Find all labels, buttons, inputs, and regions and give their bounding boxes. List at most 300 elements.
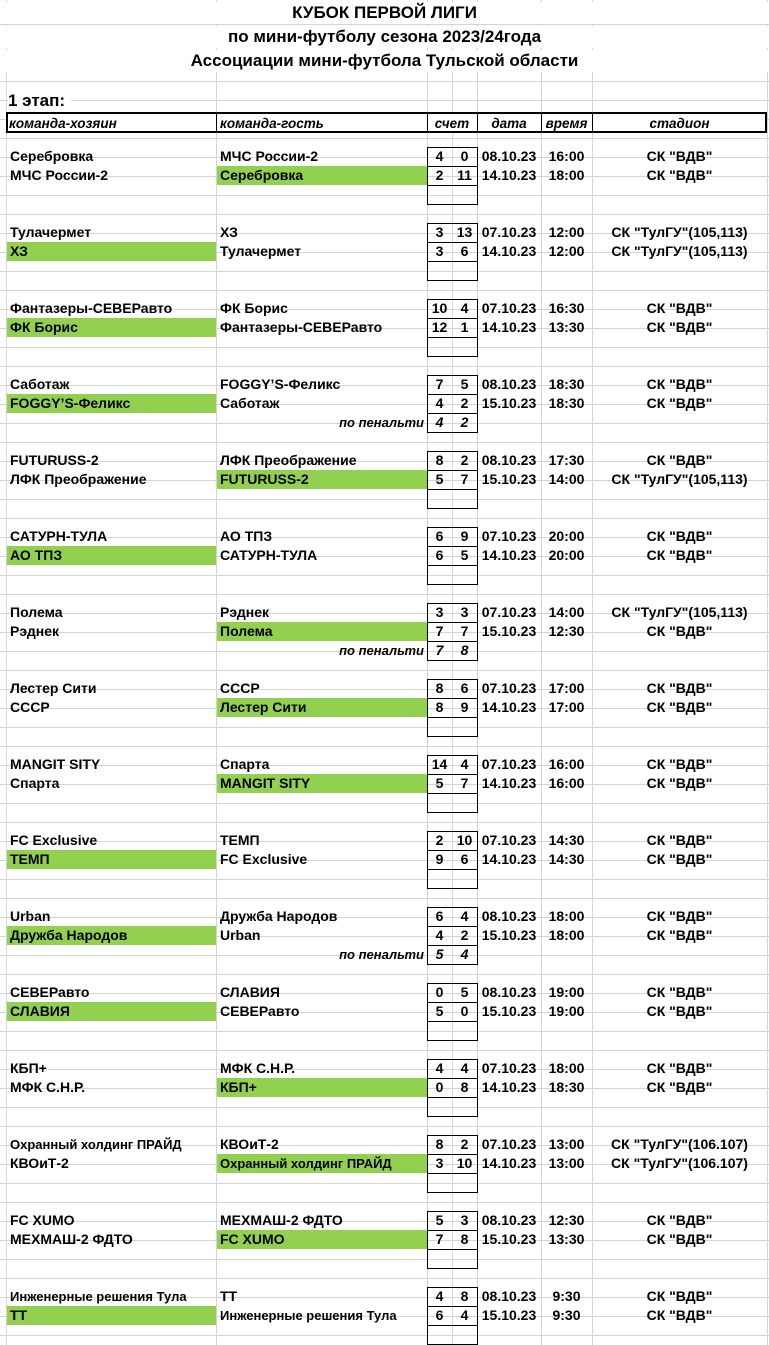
grid-row-line (0, 898, 769, 899)
guest-team: Лестер Сити (217, 698, 427, 717)
home-score: 14 (431, 756, 448, 772)
match-time: 16:00 (548, 148, 585, 164)
penalty-row (0, 489, 769, 508)
home-score: 8 (435, 452, 444, 468)
match-row (0, 1078, 769, 1097)
match-stadium: СК "ВДВ" (646, 699, 713, 715)
match-date: 07.10.23 (481, 832, 537, 848)
home-team: Дружба Народов (7, 926, 216, 945)
match-row (0, 926, 769, 945)
guest-score: 8 (460, 1288, 469, 1304)
match-stadium: СК "ВДВ" (646, 984, 713, 1000)
guest-team: Спарта (220, 756, 270, 772)
home-score: 12 (431, 319, 448, 335)
guest-team: Серебровка (217, 166, 427, 185)
guest-team: САТУРН-ТУЛА (220, 547, 318, 563)
penalty-guest: 8 (460, 642, 469, 658)
match-time: 14:30 (548, 832, 585, 848)
home-score: 8 (435, 699, 444, 715)
grid-row-line (0, 214, 769, 215)
home-team: FC Exclusive (10, 832, 98, 848)
home-score: 10 (431, 300, 448, 316)
match-stadium: СК "ВДВ" (646, 300, 713, 316)
penalty-row (0, 1325, 769, 1344)
penalty-box (427, 1249, 478, 1269)
match-row (0, 546, 769, 565)
match-stadium: СК "ТулГУ"(106.107) (611, 1155, 748, 1171)
match-date: 07.10.23 (481, 224, 537, 240)
penalty-home: 7 (435, 642, 444, 658)
match-date: 08.10.23 (481, 1288, 537, 1304)
match-row (0, 983, 769, 1002)
penalty-home: 4 (435, 414, 444, 430)
home-score: 8 (435, 1136, 444, 1152)
match-stadium: СК "ВДВ" (646, 167, 713, 183)
match-row (0, 1059, 769, 1078)
guest-score: 3 (460, 1212, 469, 1228)
match-row (0, 318, 769, 337)
match-stadium: СК "ВДВ" (646, 1307, 713, 1323)
match-stadium: СК "ВДВ" (646, 1079, 713, 1095)
guest-team: ТТ (220, 1288, 238, 1304)
home-team: КВОиТ-2 (10, 1155, 69, 1171)
match-date: 15.10.23 (481, 1231, 537, 1247)
guest-team: АО ТПЗ (220, 528, 273, 544)
guest-team: ЛФК Преображение (220, 452, 357, 468)
match-time: 16:30 (548, 300, 585, 316)
match-date: 15.10.23 (481, 1003, 537, 1019)
home-team: Тулачермет (10, 224, 92, 240)
grid-row-line (0, 1126, 769, 1127)
home-score: 6 (435, 908, 444, 924)
penalty-row (0, 337, 769, 356)
grid-row-line (0, 24, 769, 25)
penalty-box (427, 1325, 478, 1345)
home-team: Лестер Сити (10, 680, 97, 696)
match-row (0, 850, 769, 869)
guest-team: FOGGY’S-Феликс (220, 376, 341, 392)
penalty-label: по пенальти (339, 947, 424, 962)
match-date: 14.10.23 (481, 851, 537, 867)
home-score: 9 (435, 851, 444, 867)
guest-score: 0 (460, 148, 469, 164)
grid-row-line (0, 366, 769, 367)
home-score: 3 (435, 224, 444, 240)
penalty-box (427, 565, 478, 585)
home-team: ТЕМП (7, 850, 216, 869)
match-stadium: СК "ВДВ" (646, 1231, 713, 1247)
guest-score: 4 (460, 300, 469, 316)
guest-score: 4 (460, 908, 469, 924)
match-date: 14.10.23 (481, 1079, 537, 1095)
match-time: 9:30 (552, 1288, 581, 1304)
guest-team: МФК С.Н.Р. (220, 1060, 296, 1076)
guest-score: 8 (460, 1231, 469, 1247)
penalty-box (427, 337, 478, 357)
match-date: 07.10.23 (481, 756, 537, 772)
match-row (0, 1230, 769, 1249)
guest-team: Дружба Народов (220, 908, 338, 924)
grid-row-line (0, 822, 769, 823)
match-time: 19:00 (548, 1003, 585, 1019)
match-date: 15.10.23 (481, 471, 537, 487)
home-team: КБП+ (10, 1060, 47, 1076)
grid-row-line (0, 138, 769, 139)
home-team: ФК Борис (7, 318, 216, 337)
home-team: МФК С.Н.Р. (10, 1079, 86, 1095)
match-row (0, 470, 769, 489)
header-home: команда-хозяин (9, 116, 117, 131)
header-guest: команда-гость (220, 116, 324, 131)
match-stadium: СК "ВДВ" (646, 927, 713, 943)
match-time: 19:00 (548, 984, 585, 1000)
penalty-row (0, 641, 769, 660)
guest-team: Фантазеры-СЕВЕРавто (220, 319, 383, 335)
match-time: 18:30 (548, 395, 585, 411)
home-team: МЧС России-2 (10, 167, 109, 183)
guest-score: 2 (460, 927, 469, 943)
guest-score: 1 (460, 319, 469, 335)
penalty-label: по пенальти (339, 643, 424, 658)
guest-team: FUTURUSS-2 (217, 470, 427, 489)
home-team: ЛФК Преображение (10, 471, 147, 487)
match-date: 14.10.23 (481, 243, 537, 259)
home-score: 4 (435, 1060, 444, 1076)
home-team: Охранный холдинг ПРАЙД (10, 1137, 182, 1152)
match-date: 15.10.23 (481, 623, 537, 639)
match-time: 13:30 (548, 319, 585, 335)
match-time: 14:00 (548, 604, 585, 620)
match-date: 07.10.23 (481, 604, 537, 620)
match-row (0, 223, 769, 242)
home-team: СССР (10, 699, 50, 715)
match-row (0, 679, 769, 698)
grid-row-line (0, 1278, 769, 1279)
penalty-row (0, 717, 769, 736)
home-score: 6 (435, 547, 444, 563)
guest-team: Охранный холдинг ПРАЙД (217, 1154, 427, 1173)
penalty-row (0, 565, 769, 584)
home-score: 2 (435, 832, 444, 848)
match-row (0, 451, 769, 470)
penalty-row (0, 413, 769, 432)
match-row (0, 698, 769, 717)
home-score: 4 (435, 148, 444, 164)
grid-row-line (0, 974, 769, 975)
match-stadium: СК "ВДВ" (646, 319, 713, 335)
home-score: 7 (435, 623, 444, 639)
guest-score: 8 (460, 1079, 469, 1095)
match-time: 14:30 (548, 851, 585, 867)
match-time: 14:00 (548, 471, 585, 487)
match-time: 18:30 (548, 1079, 585, 1095)
guest-score: 7 (460, 775, 469, 791)
header-date: дата (491, 116, 527, 131)
guest-score: 4 (460, 756, 469, 772)
match-time: 20:00 (548, 528, 585, 544)
penalty-row (0, 1021, 769, 1040)
guest-team: СЛАВИЯ (220, 984, 280, 1000)
home-team: Urban (10, 908, 51, 924)
home-score: 5 (435, 1212, 444, 1228)
home-score: 5 (435, 471, 444, 487)
home-score: 4 (435, 395, 444, 411)
guest-team: Тулачермет (220, 243, 302, 259)
match-stadium: СК "ВДВ" (646, 623, 713, 639)
match-time: 12:30 (548, 1212, 585, 1228)
guest-score: 11 (457, 167, 472, 183)
guest-team: Urban (220, 927, 261, 943)
penalty-box (427, 793, 478, 813)
match-row (0, 242, 769, 261)
grid-row-line (0, 594, 769, 595)
home-team: Саботаж (10, 376, 70, 392)
match-row (0, 622, 769, 641)
match-time: 17:00 (548, 699, 585, 715)
guest-score: 10 (456, 1155, 473, 1171)
guest-score: 0 (460, 1003, 469, 1019)
match-time: 20:00 (548, 547, 585, 563)
match-date: 14.10.23 (481, 775, 537, 791)
guest-team: FC Exclusive (220, 851, 308, 867)
match-time: 13:30 (548, 1231, 585, 1247)
home-team: АО ТПЗ (7, 546, 216, 565)
title-line-2: по мини-футболу сезона 2023/24года (0, 26, 769, 48)
match-row (0, 166, 769, 185)
match-stadium: СК "ВДВ" (646, 908, 713, 924)
grid-row-line (0, 290, 769, 291)
match-stadium: СК "ВДВ" (646, 775, 713, 791)
match-row (0, 1002, 769, 1021)
penalty-row (0, 793, 769, 812)
home-team: FOGGY’S-Феликс (7, 394, 216, 413)
header-score: счет (434, 116, 470, 131)
match-date: 15.10.23 (481, 395, 537, 411)
grid-row-line (0, 518, 769, 519)
match-date: 08.10.23 (481, 1212, 537, 1228)
match-time: 17:00 (548, 680, 585, 696)
home-team: Серебровка (10, 148, 94, 164)
match-row (0, 147, 769, 166)
match-stadium: СК "ВДВ" (646, 547, 713, 563)
guest-team: Рэднек (220, 604, 270, 620)
guest-score: 5 (460, 547, 469, 563)
match-stadium: СК "ВДВ" (646, 376, 713, 392)
match-stadium: СК "ВДВ" (646, 452, 713, 468)
penalty-row (0, 185, 769, 204)
guest-score: 2 (460, 452, 469, 468)
match-time: 12:00 (548, 243, 585, 259)
match-time: 13:00 (548, 1136, 585, 1152)
penalty-box (427, 261, 478, 281)
match-date: 08.10.23 (481, 908, 537, 924)
home-score: 0 (435, 984, 444, 1000)
home-team: Рэднек (10, 623, 60, 639)
match-date: 07.10.23 (481, 1136, 537, 1152)
penalty-box (427, 489, 478, 509)
match-time: 12:00 (548, 224, 585, 240)
match-row (0, 1135, 769, 1154)
home-score: 6 (435, 1307, 444, 1323)
home-score: 4 (435, 1288, 444, 1304)
match-date: 08.10.23 (481, 376, 537, 392)
match-date: 14.10.23 (481, 319, 537, 335)
home-score: 7 (435, 376, 444, 392)
guest-score: 2 (460, 395, 469, 411)
match-stadium: СК "ВДВ" (646, 395, 713, 411)
title-line-1: КУБОК ПЕРВОЙ ЛИГИ (0, 2, 769, 24)
match-time: 12:30 (548, 623, 585, 639)
guest-score: 13 (456, 224, 473, 240)
penalty-row (0, 869, 769, 888)
guest-score: 6 (460, 851, 469, 867)
guest-team: СЕВЕРавто (220, 1003, 300, 1019)
match-date: 14.10.23 (481, 167, 537, 183)
home-team: ХЗ (7, 242, 216, 261)
header-separator (216, 112, 217, 133)
match-time: 13:00 (548, 1155, 585, 1171)
home-score: 7 (435, 1231, 444, 1247)
match-row (0, 394, 769, 413)
header-stadium: стадион (649, 116, 710, 131)
home-score: 3 (435, 604, 444, 620)
match-row (0, 1306, 769, 1325)
guest-score: 7 (460, 471, 469, 487)
match-time: 16:00 (548, 775, 585, 791)
match-row (0, 1287, 769, 1306)
home-score: 8 (435, 680, 444, 696)
penalty-row (0, 1249, 769, 1268)
guest-score: 4 (460, 1307, 469, 1323)
guest-team: ТЕМП (220, 832, 260, 848)
home-score: 3 (435, 1155, 444, 1171)
match-stadium: СК "ВДВ" (646, 148, 713, 164)
match-stadium: СК "ВДВ" (646, 1060, 713, 1076)
guest-score: 3 (460, 604, 469, 620)
match-date: 08.10.23 (481, 148, 537, 164)
header-time: время (545, 116, 588, 131)
match-stadium: СК "ВДВ" (646, 680, 713, 696)
guest-team: Полема (217, 622, 427, 641)
home-team: СЕВЕРавто (10, 984, 90, 1000)
penalty-box (427, 717, 478, 737)
penalty-box (427, 185, 478, 205)
home-score: 4 (435, 927, 444, 943)
match-stadium: СК "ТулГУ"(105,113) (611, 471, 748, 487)
match-stadium: СК "ВДВ" (646, 1003, 713, 1019)
match-date: 08.10.23 (481, 984, 537, 1000)
home-team: Инженерные решения Тула (10, 1289, 187, 1304)
match-stadium: СК "ВДВ" (646, 528, 713, 544)
match-date: 14.10.23 (481, 547, 537, 563)
match-row (0, 1211, 769, 1230)
match-time: 18:00 (548, 927, 585, 943)
home-score: 0 (435, 1079, 444, 1095)
home-score: 2 (435, 167, 444, 183)
grid-row-line (0, 442, 769, 443)
guest-team: Саботаж (220, 395, 280, 411)
match-date: 08.10.23 (481, 452, 537, 468)
home-team: СЛАВИЯ (7, 1002, 216, 1021)
match-time: 18:00 (548, 1060, 585, 1076)
penalty-box (427, 1173, 478, 1193)
match-row (0, 1154, 769, 1173)
match-row (0, 774, 769, 793)
penalty-box (427, 869, 478, 889)
home-score: 6 (435, 528, 444, 544)
match-row (0, 907, 769, 926)
grid-row-line (0, 670, 769, 671)
match-stadium: СК "ВДВ" (646, 1288, 713, 1304)
guest-score: 2 (460, 1136, 469, 1152)
title-line-3: Ассоциации мини-футбола Тульской области (0, 50, 769, 72)
guest-team: ФК Борис (220, 300, 288, 316)
guest-team: ХЗ (220, 224, 238, 240)
match-stadium: СК "ТулГУ"(105,113) (611, 604, 748, 620)
guest-score: 9 (460, 528, 469, 544)
guest-score: 6 (460, 680, 469, 696)
home-team: МЕХМАШ-2 ФДТО (10, 1231, 133, 1247)
home-score: 5 (435, 1003, 444, 1019)
match-row (0, 527, 769, 546)
home-team: САТУРН-ТУЛА (10, 528, 108, 544)
match-date: 15.10.23 (481, 927, 537, 943)
guest-score: 9 (460, 699, 469, 715)
match-date: 14.10.23 (481, 1155, 537, 1171)
grid-row-line (0, 1050, 769, 1051)
match-stadium: СК "ТулГУ"(106.107) (611, 1136, 748, 1152)
penalty-home: 5 (435, 946, 444, 962)
match-stadium: СК "ВДВ" (646, 851, 713, 867)
home-team: MANGIT SITY (10, 756, 101, 772)
match-date: 15.10.23 (481, 1307, 537, 1323)
home-team: FC XUMO (10, 1212, 75, 1228)
guest-score: 5 (460, 984, 469, 1000)
match-row (0, 375, 769, 394)
penalty-box (427, 1021, 478, 1041)
match-time: 18:00 (548, 167, 585, 183)
penalty-guest: 4 (460, 946, 469, 962)
penalty-guest: 2 (460, 414, 469, 430)
match-time: 18:00 (548, 908, 585, 924)
penalty-row (0, 1173, 769, 1192)
guest-team: МЕХМАШ-2 ФДТО (220, 1212, 343, 1228)
penalty-label: по пенальти (339, 415, 424, 430)
match-time: 18:30 (548, 376, 585, 392)
home-team: Спарта (10, 775, 60, 791)
guest-score: 10 (456, 832, 473, 848)
grid-row-line (0, 100, 769, 101)
match-stadium: СК "ВДВ" (646, 756, 713, 772)
home-team: Полема (10, 604, 63, 620)
penalty-row (0, 945, 769, 964)
guest-team: Инженерные решения Тула (220, 1308, 397, 1323)
home-score: 3 (435, 243, 444, 259)
guest-team: FC XUMO (217, 1230, 427, 1249)
guest-team: СССР (220, 680, 260, 696)
match-date: 07.10.23 (481, 300, 537, 316)
guest-score: 4 (460, 1060, 469, 1076)
match-row (0, 299, 769, 318)
guest-team: КВОиТ-2 (220, 1136, 279, 1152)
guest-team: MANGIT SITY (217, 774, 427, 793)
match-stadium: СК "ТулГУ"(105,113) (611, 243, 748, 259)
match-date: 14.10.23 (481, 699, 537, 715)
match-time: 16:00 (548, 756, 585, 772)
match-row (0, 831, 769, 850)
penalty-row (0, 1097, 769, 1116)
guest-score: 5 (460, 376, 469, 392)
